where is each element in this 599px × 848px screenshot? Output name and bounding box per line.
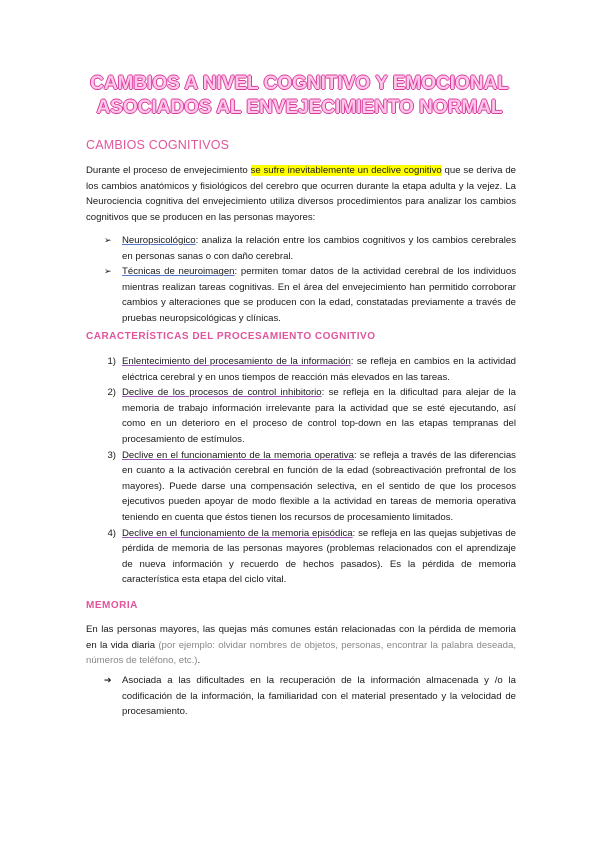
intro-text-after: que se deriva de los cambios anatómicos y fisiológicos del cerebro que ocurren durante la etapa adulta y la vejez. La Neurociencia cognitiva del envejecimiento utiliza diversos procedimientos para analizar los cambios cognitivos que se producen en las personas mayores: bbox=[86, 165, 516, 223]
section-heading-procesamiento: CARACTERÍSTICAS DEL PROCESAMIENTO COGNITIVO bbox=[86, 331, 376, 342]
list-item-term: Técnicas de neuroimagen bbox=[122, 266, 235, 278]
list-item-text: Asociada a las dificultades en la recuperación de la información almacenada y /o la codificación de la información, la familiaridad con el material presentado y la velocidad de procesamiento. bbox=[122, 675, 516, 718]
section-heading-cambios: CAMBIOS COGNITIVOS bbox=[86, 138, 230, 152]
list-item-term: Declive en el funcionamiento de la memoria operativa bbox=[122, 449, 354, 461]
document-title bbox=[60, 72, 539, 120]
list-item-term: Neuropsicológico bbox=[122, 235, 196, 246]
list-item bbox=[104, 673, 516, 720]
memoria-example-text: (por ejemplo: olvidar nombres de objetos, personas, encontrar la palabra deseada, números de teléfono, etc.) bbox=[86, 639, 516, 667]
list-item bbox=[104, 264, 516, 326]
memoria-intro-text: En las personas mayores, las quejas más comunes están relacionadas con la pérdida de memoria en la vida diaria bbox=[86, 624, 516, 651]
list-item-term: Enlentecimiento del procesamiento de la información bbox=[122, 356, 351, 367]
list-item bbox=[104, 526, 516, 588]
right-arrow-icon: ➔ bbox=[104, 675, 112, 685]
memoria-bullet-list bbox=[104, 673, 516, 720]
list-item-text: : se refleja en las quejas subjetivas de pérdida de memoria de las personas mayores (problemas relacionados con el aprendizaje de nueva información y recuerdo de hechos pasados). Es la pérdida de memoria característica esta etapa del ciclo vital. bbox=[122, 527, 516, 586]
list-item-term: Declive en el funcionamiento de la memoria episódica bbox=[122, 527, 353, 539]
list-item-text: : analiza la relación entre los cambios cognitivos y los cambios cerebrales en personas sanas o con daño cerebral. bbox=[122, 235, 516, 262]
list-item-text: : se refleja a través de las diferencias en cuanto a la activación cerebral en función de la edad (sobreactivación prefrontal de los mayores). Puede darse una compensación selectiva, en el sentido de que los procesos ejecutivos pueden apoyar de modo flexible a la actividad en tareas de memoria operativa teniendo en cuenta que éstos tienen los recursos de procesamiento limitados. bbox=[122, 449, 516, 523]
list-item-number: 4) bbox=[107, 527, 116, 539]
section-heading-memoria: MEMORIA bbox=[86, 600, 138, 611]
list-item-text: : se refleja en cambios en la actividad eléctrica cerebral y en unos tiempos de reacción más elevados en las tareas. bbox=[122, 356, 517, 383]
list-item-text: : permiten tomar datos de la actividad cerebral de los individuos mientras realizan tareas cognitivas. En el área del envejecimiento han permitido corroborar cambios y alteraciones que se producen con la edad, constatadas previamente a través de pruebas neuropsicológicas y clínicas. bbox=[122, 266, 516, 324]
memoria-end-text: . bbox=[197, 655, 201, 667]
title-line-2: ASOCIADOS AL ENVEJECIMIENTO NORMAL bbox=[96, 97, 503, 118]
highlighted-phrase: se sufre inevitablemente un declive cognitivo bbox=[250, 165, 442, 176]
list-item-number: 1) bbox=[107, 356, 116, 367]
list-item-term: Declive de los procesos de control inhibitorio bbox=[122, 387, 322, 399]
list-item bbox=[104, 233, 516, 264]
cambios-intro-paragraph bbox=[86, 163, 516, 225]
list-item-text: : se refleja en la dificultad para alejar de la memoria de trabajo información irrelevante para la actividad que se esté ejecutando, así como en un deterioro en el proceso de control top-down en las etapas tempranas del procesamiento de estímulos. bbox=[122, 387, 517, 445]
list-item bbox=[104, 354, 516, 385]
title-line-1: CAMBIOS A NIVEL COGNITIVO Y EMOCIONAL bbox=[90, 73, 509, 94]
intro-text-before: Durante el proceso de envejecimiento bbox=[86, 165, 251, 176]
memoria-intro-paragraph bbox=[86, 622, 516, 669]
list-item bbox=[104, 385, 516, 447]
list-item bbox=[104, 448, 516, 526]
bullet-arrow-icon: ➢ bbox=[104, 266, 112, 277]
bullet-arrow-icon: ➢ bbox=[104, 235, 112, 245]
procesamiento-numbered-list bbox=[104, 354, 516, 588]
list-item-number: 3) bbox=[107, 449, 116, 461]
cambios-bullet-list bbox=[104, 233, 516, 327]
list-item-number: 2) bbox=[107, 387, 116, 399]
